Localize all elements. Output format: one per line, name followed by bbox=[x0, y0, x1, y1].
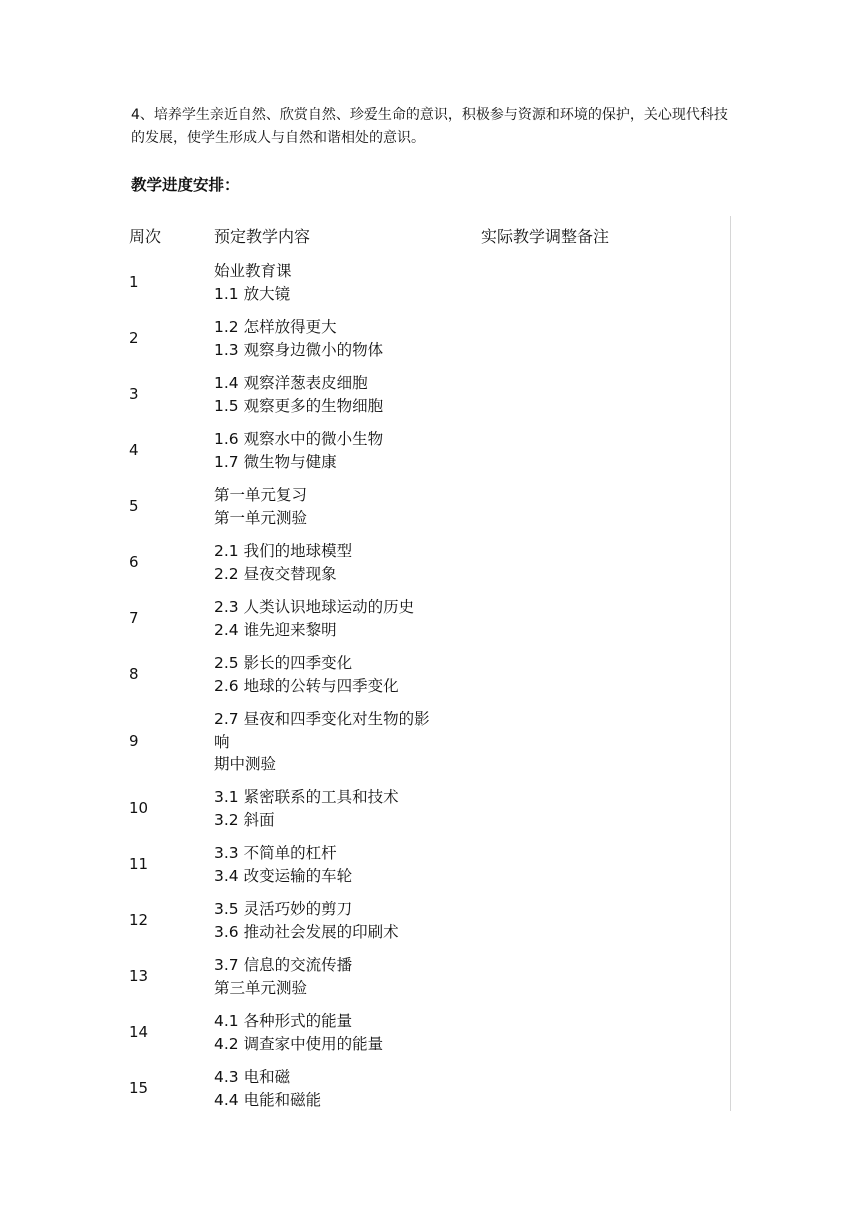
content-line: 第三单元测验 bbox=[214, 978, 308, 997]
planned-content bbox=[214, 842, 459, 887]
content-line: 4.2 调查家中使用的能量 bbox=[214, 1034, 384, 1053]
week-number: 5 bbox=[129, 496, 139, 515]
content-line: 期中测验 bbox=[214, 755, 277, 773]
table-row bbox=[129, 540, 729, 585]
content-line: 3.4 改变运输的车轮 bbox=[214, 866, 353, 885]
table-row bbox=[129, 652, 729, 697]
schedule-table bbox=[129, 216, 731, 1111]
week-number: 15 bbox=[129, 1078, 149, 1097]
planned-content bbox=[214, 708, 459, 776]
table-row bbox=[129, 898, 729, 943]
content-line: 3.3 不简单的杠杆 bbox=[214, 844, 337, 862]
planned-content bbox=[214, 1066, 459, 1111]
week-number: 6 bbox=[129, 552, 139, 571]
content-line: 3.2 斜面 bbox=[214, 810, 275, 829]
content-line: 2.2 昼夜交替现象 bbox=[214, 564, 337, 583]
table-row bbox=[129, 842, 729, 887]
planned-content bbox=[214, 898, 459, 943]
week-number: 4 bbox=[129, 440, 139, 459]
week-number: 1 bbox=[129, 272, 139, 291]
content-line: 第一单元测验 bbox=[214, 508, 308, 527]
content-line: 4.1 各种形式的能量 bbox=[214, 1012, 353, 1030]
content-line: 3.1 紧密联系的工具和技术 bbox=[214, 788, 399, 806]
table-row bbox=[129, 260, 729, 305]
planned-content bbox=[214, 428, 459, 473]
header-adjustment-notes: 实际教学调整备注 bbox=[481, 227, 610, 246]
planned-content bbox=[214, 786, 459, 831]
content-line: 第一单元复习 bbox=[214, 486, 308, 504]
week-number: 11 bbox=[129, 854, 149, 873]
table-row bbox=[129, 596, 729, 641]
content-line: 2.1 我们的地球模型 bbox=[214, 542, 353, 560]
content-line: 1.5 观察更多的生物细胞 bbox=[214, 396, 384, 415]
content-line: 3.6 推动社会发展的印刷术 bbox=[214, 922, 399, 941]
week-number: 12 bbox=[129, 910, 149, 929]
week-number: 8 bbox=[129, 664, 139, 683]
week-number: 10 bbox=[129, 798, 149, 817]
table-row bbox=[129, 1066, 729, 1111]
content-line: 3.5 灵活巧妙的剪刀 bbox=[214, 900, 353, 918]
table-row bbox=[129, 428, 729, 473]
content-line: 2.6 地球的公转与四季变化 bbox=[214, 676, 399, 695]
table-row bbox=[129, 786, 729, 831]
content-line: 2.4 谁先迎来黎明 bbox=[214, 620, 337, 639]
planned-content bbox=[214, 540, 459, 585]
content-line: 响 bbox=[214, 732, 230, 751]
week-number: 14 bbox=[129, 1022, 149, 1041]
content-line: 4.3 电和磁 bbox=[214, 1068, 291, 1086]
week-number: 9 bbox=[129, 731, 139, 750]
week-number: 7 bbox=[129, 608, 139, 627]
week-number: 3 bbox=[129, 384, 139, 403]
planned-content bbox=[214, 484, 459, 529]
table-row bbox=[129, 1010, 729, 1055]
content-line: 1.4 观察洋葱表皮细胞 bbox=[214, 374, 368, 392]
section-heading: 教学进度安排： bbox=[131, 176, 240, 194]
table-row bbox=[129, 484, 729, 529]
planned-content bbox=[214, 1010, 459, 1055]
table-header bbox=[129, 224, 729, 248]
content-line: 1.6 观察水中的微小生物 bbox=[214, 430, 384, 448]
content-line: 始业教育课 bbox=[214, 262, 292, 280]
planned-content bbox=[214, 316, 459, 361]
content-line: 4.4 电能和磁能 bbox=[214, 1090, 322, 1109]
content-line: 1.3 观察身边微小的物体 bbox=[214, 340, 384, 359]
content-line: 2.7 昼夜和四季变化对生物的影 bbox=[214, 710, 430, 728]
table-row bbox=[129, 316, 729, 361]
header-planned-content: 预定教学内容 bbox=[214, 227, 311, 246]
header-week: 周次 bbox=[129, 227, 162, 246]
content-line: 1.1 放大镜 bbox=[214, 284, 291, 303]
planned-content bbox=[214, 372, 459, 417]
content-line: 1.2 怎样放得更大 bbox=[214, 318, 337, 336]
planned-content bbox=[214, 596, 459, 641]
objective-paragraph: 4、培养学生亲近自然、欣赏自然、珍爱生命的意识，积极参与资源和环境的保护，关心现代科技的发展，使学生形成人与自然和谐相处的意识。 bbox=[131, 107, 728, 146]
planned-content bbox=[214, 652, 459, 697]
planned-content bbox=[214, 260, 459, 305]
content-line: 1.7 微生物与健康 bbox=[214, 452, 337, 471]
content-line: 3.7 信息的交流传播 bbox=[214, 956, 353, 974]
content-line: 2.3 人类认识地球运动的历史 bbox=[214, 598, 415, 616]
table-row bbox=[129, 708, 729, 776]
content-line: 2.5 影长的四季变化 bbox=[214, 654, 353, 672]
planned-content bbox=[214, 954, 459, 999]
table-row bbox=[129, 954, 729, 999]
week-number: 13 bbox=[129, 966, 149, 985]
table-row bbox=[129, 372, 729, 417]
week-number: 2 bbox=[129, 328, 139, 347]
